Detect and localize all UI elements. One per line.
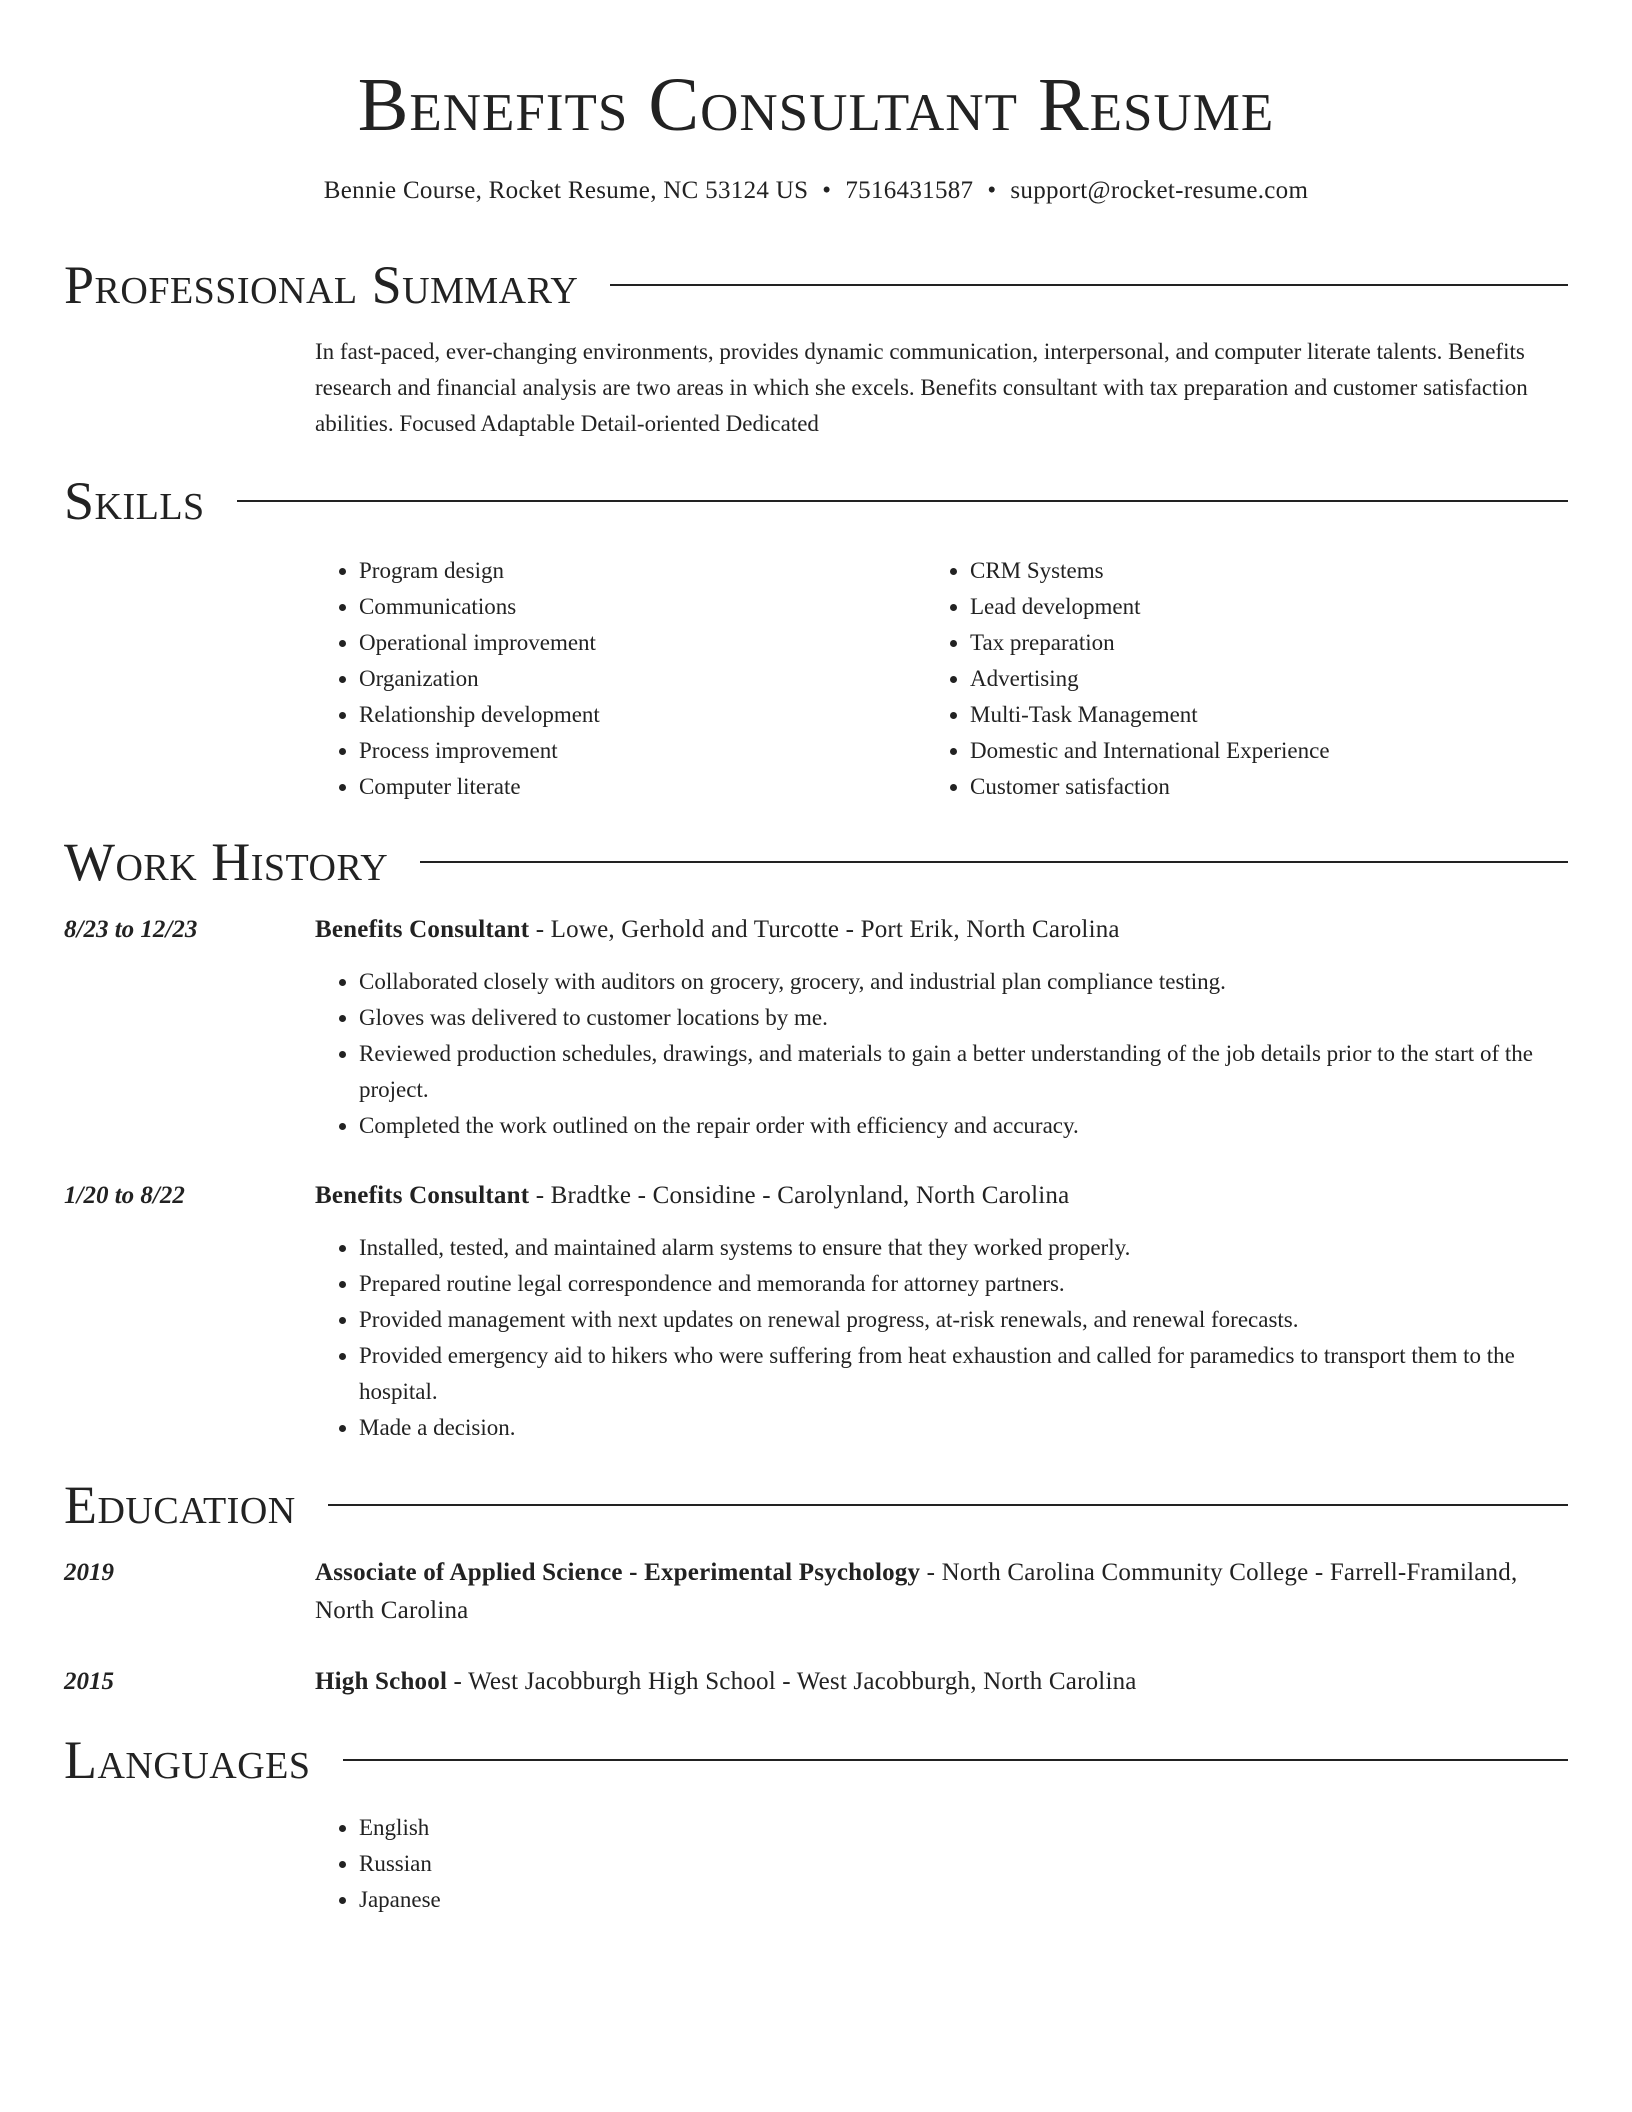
contact-email: support@rocket-resume.com <box>1010 177 1309 204</box>
skills-list-left <box>315 553 915 805</box>
education-section-header <box>64 1475 1568 1535</box>
language-item: • Russian <box>359 1846 1568 1882</box>
skill-item: • Domestic and International Experience <box>970 733 1526 769</box>
job-dates: 1/20 to 8/22 <box>64 1182 185 1209</box>
skill-item: • Customer satisfaction <box>970 769 1526 805</box>
education-year: 2019 <box>64 1559 114 1586</box>
section-divider <box>343 1759 1569 1761</box>
education-year: 2015 <box>64 1668 114 1695</box>
contact-separator: • <box>987 177 997 204</box>
skill-item: • Program design <box>359 553 915 589</box>
skill-item: • Advertising <box>970 661 1526 697</box>
skill-item: • CRM Systems <box>970 553 1526 589</box>
education-entry <box>315 1554 1568 1630</box>
skill-item: • Organization <box>359 661 915 697</box>
education-degree: Associate of Applied Science - Experimental Psychology <box>315 1559 921 1586</box>
job-details: - Bradtke - Considine - Carolynland, North Carolina <box>529 1182 1070 1209</box>
job-bullets <box>315 964 1568 1144</box>
education-degree: High School <box>315 1668 448 1695</box>
section-divider <box>328 1504 1568 1506</box>
job-title: Benefits Consultant <box>315 1182 530 1209</box>
languages-section-header <box>64 1730 1568 1790</box>
job-bullet: • Installed, tested, and maintained alarm systems to ensure that they worked properly. <box>359 1230 1568 1266</box>
page-title: Benefits Consultant Resume <box>357 63 1275 147</box>
contact-phone: 7516431587 <box>845 177 974 204</box>
job-bullet: • Provided management with next updates on renewal progress, at-risk renewals, and renewal forecasts. <box>359 1302 1568 1338</box>
section-divider <box>610 284 1568 286</box>
language-item: • English <box>359 1810 1568 1846</box>
job-bullet: • Collaborated closely with auditors on grocery, grocery, and industrial plan compliance testing. <box>359 964 1568 1000</box>
language-item: • Japanese <box>359 1882 1568 1918</box>
contact-line <box>64 174 1568 208</box>
job-bullet: • Prepared routine legal correspondence and memoranda for attorney partners. <box>359 1266 1568 1302</box>
job-heading <box>315 911 1568 949</box>
skills-section-header <box>64 471 1568 531</box>
job-title: Benefits Consultant <box>315 916 530 943</box>
skill-item: • Operational improvement <box>359 625 915 661</box>
work-heading: Work History <box>64 832 389 892</box>
skill-item: • Relationship development <box>359 697 915 733</box>
skill-item: • Process improvement <box>359 733 915 769</box>
languages-heading: Languages <box>64 1730 311 1790</box>
summary-text: In fast-paced, ever-changing environments, provides dynamic communication, interpersonal, and computer literate talents. Benefits research and financial analysis are two areas in which she excels. Benefits consultant with tax preparation and customer satisfaction abilities. Focused Adaptable Detail-oriented Dedicated <box>315 339 1528 436</box>
job-bullet: • Made a decision. <box>359 1410 1568 1446</box>
work-section-header <box>64 832 1568 892</box>
job-heading <box>315 1177 1568 1215</box>
section-divider <box>237 500 1568 502</box>
section-divider <box>420 861 1568 863</box>
contact-address: Bennie Course, Rocket Resume, NC 53124 US <box>323 177 809 204</box>
skill-item: • Multi-Task Management <box>970 697 1526 733</box>
skill-item: • Lead development <box>970 589 1526 625</box>
job-bullets <box>315 1230 1568 1446</box>
skill-item: • Tax preparation <box>970 625 1526 661</box>
skills-list-right <box>926 553 1526 805</box>
job-dates: 8/23 to 12/23 <box>64 916 198 943</box>
summary-heading: Professional Summary <box>64 255 579 315</box>
job-bullet: • Completed the work outlined on the repair order with efficiency and accuracy. <box>359 1108 1568 1144</box>
skill-item: • Communications <box>359 589 915 625</box>
education-entry <box>315 1663 1568 1701</box>
education-details: - West Jacobburgh High School - West Jacobburgh, North Carolina <box>447 1668 1137 1695</box>
summary-section-header <box>64 255 1568 315</box>
job-bullet: • Provided emergency aid to hikers who were suffering from heat exhaustion and called for paramedics to transport them to the hospital. <box>359 1338 1568 1410</box>
job-bullet: • Reviewed production schedules, drawings, and materials to gain a better understanding of the job details prior to the start of the project. <box>359 1036 1568 1108</box>
skill-item: • Computer literate <box>359 769 915 805</box>
job-details: - Lowe, Gerhold and Turcotte - Port Erik, North Carolina <box>529 916 1120 943</box>
education-details: - North Carolina Community College - Farrell-Framiland, North Carolina <box>315 1559 1518 1624</box>
education-heading: Education <box>64 1475 296 1535</box>
skills-heading: Skills <box>64 471 205 531</box>
job-bullet: • Gloves was delivered to customer locations by me. <box>359 1000 1568 1036</box>
contact-separator: • <box>822 177 832 204</box>
languages-list <box>315 1810 1568 1918</box>
